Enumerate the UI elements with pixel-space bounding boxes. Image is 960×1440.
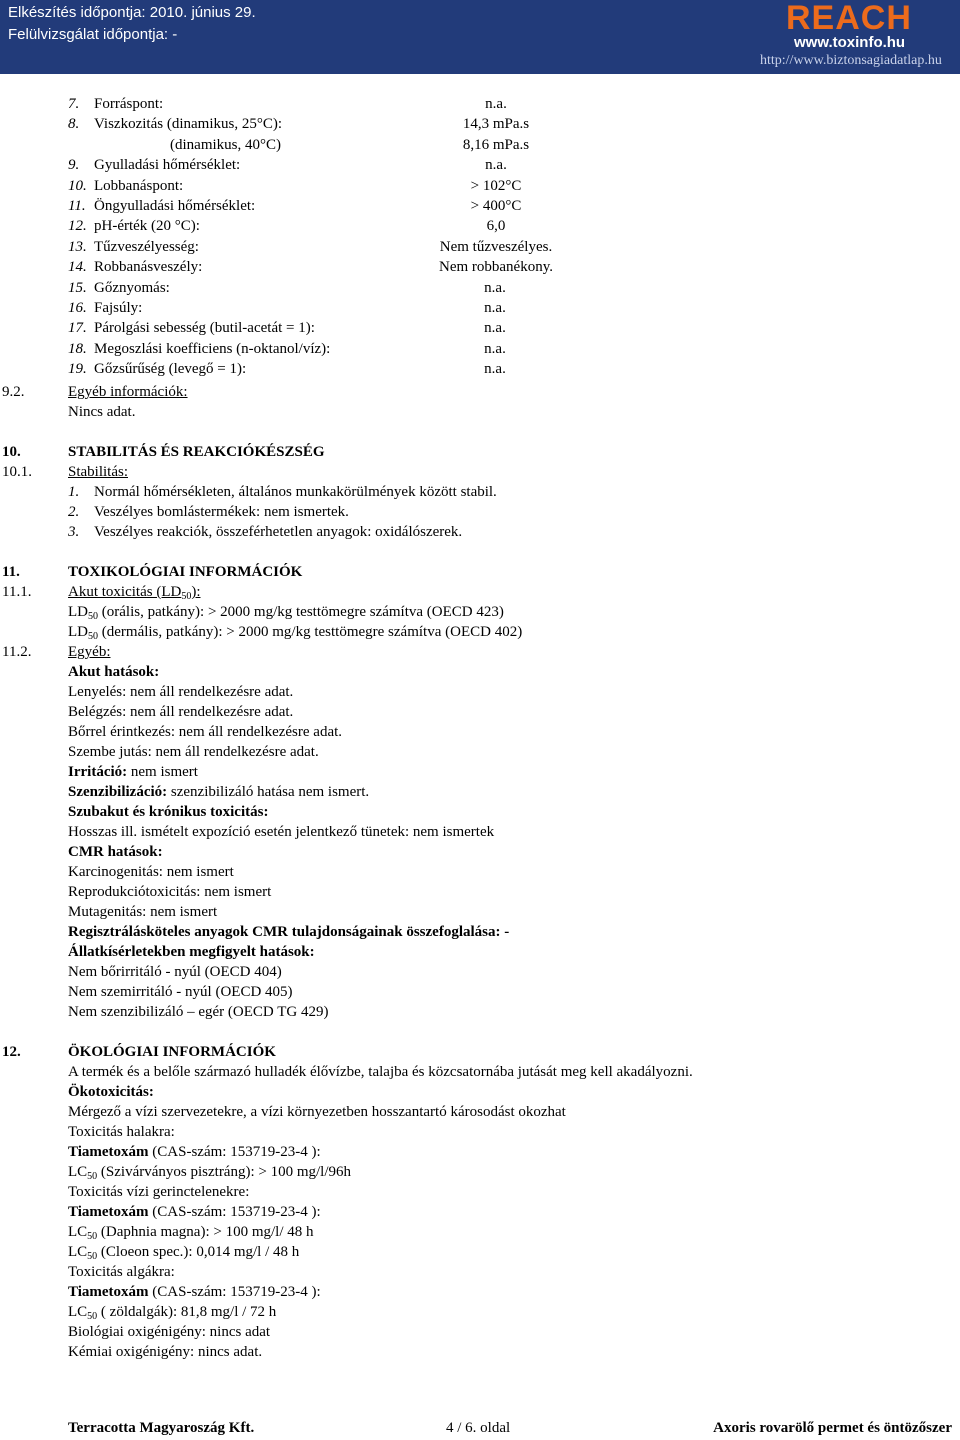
text-line: Mérgező a vízi szervezetekre, a vízi környezetben hosszantartó károsodást okozhat: [68, 1104, 566, 1120]
section-heading: ÖKOLÓGIAI INFORMÁCIÓK: [68, 1044, 276, 1060]
section-number: 10.: [2, 444, 21, 460]
property-value: n.a.: [485, 96, 507, 112]
irritation-label: Irritáció:: [68, 764, 128, 780]
lc50-fish: $LC_{50}$ (Szivárványos pisztráng): > 100 mg/l/96h: [68, 1164, 352, 1182]
substance-cas: (CAS-szám: 153719-23-4 ):: [148, 1204, 321, 1220]
subheading: Regisztrálásköteles anyagok CMR tulajdonságainak összefoglalása: -: [68, 924, 510, 940]
text-line: Szembe jutás: nem áll rendelkezésre adat.: [68, 744, 319, 760]
property-number: 17.: [68, 320, 87, 336]
section-number: 11.1.: [2, 584, 32, 600]
substance-line: [68, 1202, 321, 1222]
property-number: 11.: [68, 198, 86, 214]
text-line: Biológiai oxigénigény: nincs adat: [68, 1324, 271, 1340]
section-title: Egyéb:: [68, 644, 111, 660]
site-name: www.toxinfo.hu: [794, 34, 906, 51]
property-label: Gőznyomás:: [94, 280, 170, 296]
property-value: n.a.: [484, 361, 506, 377]
section-number: 11.2.: [2, 644, 32, 660]
footer-product: Axoris rovarölő permet és öntözőszer: [713, 1420, 952, 1436]
property-label: Tűzveszélyesség:: [94, 239, 199, 255]
property-value: n.a.: [484, 320, 506, 336]
text-line: Karcinogenitás: nem ismert: [68, 864, 234, 880]
property-value: 14,3 mPa.s: [462, 116, 530, 132]
ld50-oral: $LD_{50}$ (orális, patkány): > 2000 mg/kg testtömegre számítva (OECD 423): [68, 604, 504, 622]
property-number: 9.: [68, 157, 80, 173]
property-label: Viszkozitás (dinamikus, 25°C):: [94, 116, 282, 132]
property-number: 10.: [68, 178, 87, 194]
sensitization-value: szenzibilizáló hatása nem ismert.: [167, 784, 370, 800]
stability-item-number: 3.: [68, 524, 80, 540]
property-label: Fajsúly:: [94, 300, 143, 316]
property-value: n.a.: [484, 280, 506, 296]
stability-item-number: 2.: [68, 504, 80, 520]
stability-item-number: 1.: [68, 484, 80, 500]
section-number: 10.1.: [2, 464, 32, 480]
section-title: Akut toxicitás $(LD_{50})$:: [68, 584, 201, 602]
property-label: Gyulladási hőmérséklet:: [94, 157, 241, 173]
lc50-algae: $LC_{50}$ ( zöldalgák): 81,8 mg/l / 72 h: [68, 1304, 277, 1322]
revision-date: Felülvizsgálat időpontja: -: [8, 26, 178, 43]
section-number: 11.: [2, 564, 20, 580]
property-number: 8.: [68, 116, 80, 132]
property-number: 19.: [68, 361, 87, 377]
property-number: 14.: [68, 259, 87, 275]
substance-name: Tiametoxám: [68, 1284, 149, 1300]
property-number: 7.: [68, 96, 80, 112]
property-label: (dinamikus, 40°C): [170, 137, 281, 153]
substance-cas: (CAS-szám: 153719-23-4 ):: [148, 1144, 321, 1160]
subheading: Állatkísérletekben megfigyelt hatások:: [68, 944, 315, 960]
text-line: Reprodukciótoxicitás: nem ismert: [68, 884, 272, 900]
lc50-cloeon: $LC_{50}$ (Cloeon spec.): 0,014 mg/l / 48 h: [68, 1244, 300, 1262]
footer-page-number: 4 / 6. oldal: [446, 1420, 511, 1436]
substance-name: Tiametoxám: [68, 1204, 149, 1220]
subheading: CMR hatások:: [68, 844, 163, 860]
text-line: Nem szenzibilizáló – egér (OECD TG 429): [68, 1004, 329, 1020]
substance-cas: (CAS-szám: 153719-23-4 ):: [148, 1284, 321, 1300]
property-value: n.a.: [485, 157, 507, 173]
section-number: 9.2.: [2, 384, 25, 400]
text-line: Nem bőrirritáló - nyúl (OECD 404): [68, 964, 282, 980]
stability-item-text: Veszélyes bomlástermékek: nem ismertek.: [94, 504, 349, 520]
text-line: Toxicitás vízi gerinctelenekre:: [68, 1184, 250, 1200]
property-number: 12.: [68, 218, 87, 234]
irritation-value: nem ismert: [127, 764, 198, 780]
property-label: Megoszlási koefficiens (n-oktanol/víz):: [94, 341, 331, 357]
section-text: Nincs adat.: [68, 404, 136, 420]
subheading: Ökotoxicitás:: [68, 1084, 154, 1100]
section-title: Stabilitás:: [68, 464, 128, 480]
property-value: Nem robbanékony.: [439, 259, 553, 275]
header-dates: [8, 2, 256, 46]
subheading: Szubakut és krónikus toxicitás:: [68, 804, 269, 820]
stability-item-text: Normál hőmérsékleten, általános munkakörülmények között stabil.: [94, 484, 497, 500]
substance-line: [68, 1282, 321, 1302]
property-value: Nem tűzveszélyes.: [439, 239, 553, 255]
text-line: Toxicitás algákra:: [68, 1264, 175, 1280]
sensitization-label: Szenzibilizáció:: [68, 784, 168, 800]
property-value: > 400°C: [470, 198, 522, 214]
text-line: Toxicitás halakra:: [68, 1124, 175, 1140]
property-label: Párolgási sebesség (butil-acetát = 1):: [94, 320, 315, 336]
subheading: Akut hatások:: [68, 664, 160, 680]
section-heading: STABILITÁS ÉS REAKCIÓKÉSZSÉG: [68, 444, 325, 460]
property-label: Forráspont:: [94, 96, 164, 112]
text-line: Hosszas ill. ismételt expozíció esetén jelentkező tünetek: nem ismertek: [68, 824, 495, 840]
text-line: Lenyelés: nem áll rendelkezésre adat.: [68, 684, 294, 700]
text-line: Belégzés: nem áll rendelkezésre adat.: [68, 704, 294, 720]
property-label: Robbanásveszély:: [94, 259, 203, 275]
section-number: 12.: [2, 1044, 21, 1060]
text-line: Kémiai oxigénigény: nincs adat.: [68, 1344, 263, 1360]
section-title: Egyéb információk:: [68, 384, 188, 400]
property-value: 6,0: [486, 218, 506, 234]
property-value: n.a.: [484, 341, 506, 357]
text-line: Mutagenitás: nem ismert: [68, 904, 218, 920]
property-label: pH-érték (20 °C):: [94, 218, 200, 234]
irritation-line: [68, 762, 198, 782]
page-header: [0, 0, 960, 74]
prepared-date: Elkészítés időpontja: 2010. június 29.: [8, 4, 256, 21]
property-value: > 102°C: [470, 178, 522, 194]
substance-name: Tiametoxám: [68, 1144, 149, 1160]
property-number: 15.: [68, 280, 87, 296]
footer-company: Terracotta Magyaroszág Kft.: [68, 1420, 255, 1436]
property-number: 13.: [68, 239, 87, 255]
text-line: Bőrrel érintkezés: nem áll rendelkezésre adat.: [68, 724, 343, 740]
text-line: A termék és a belőle származó hulladék élővízbe, talajba és közcsatornába jutását meg kell akadályozni.: [68, 1064, 693, 1080]
property-label: Öngyulladási hőmérséklet:: [94, 198, 256, 214]
sensitization-line: [68, 782, 369, 802]
substance-line: [68, 1142, 321, 1162]
property-value: n.a.: [484, 300, 506, 316]
lc50-daphnia: $LC_{50}$ (Daphnia magna): > 100 mg/l/ 48 h: [68, 1224, 314, 1242]
text-line: Nem szemirritáló - nyúl (OECD 405): [68, 984, 293, 1000]
property-value: 8,16 mPa.s: [462, 137, 530, 153]
stability-item-text: Veszélyes reakciók, összeférhetetlen anyagok: oxidálószerek.: [94, 524, 463, 540]
section-heading: TOXIKOLÓGIAI INFORMÁCIÓK: [68, 564, 303, 580]
property-number: 18.: [68, 341, 87, 357]
property-number: 16.: [68, 300, 87, 316]
reach-logo: REACH: [786, 0, 912, 37]
site-url[interactable]: http://www.biztonsagiadatlap.hu: [760, 53, 942, 68]
ld50-dermal: $LD_{50}$ (dermális, patkány): > 2000 mg/kg testtömegre számítva (OECD 402): [68, 624, 523, 642]
property-label: Lobbanáspont:: [94, 178, 184, 194]
property-label: Gőzsűrűség (levegő = 1):: [94, 361, 247, 377]
